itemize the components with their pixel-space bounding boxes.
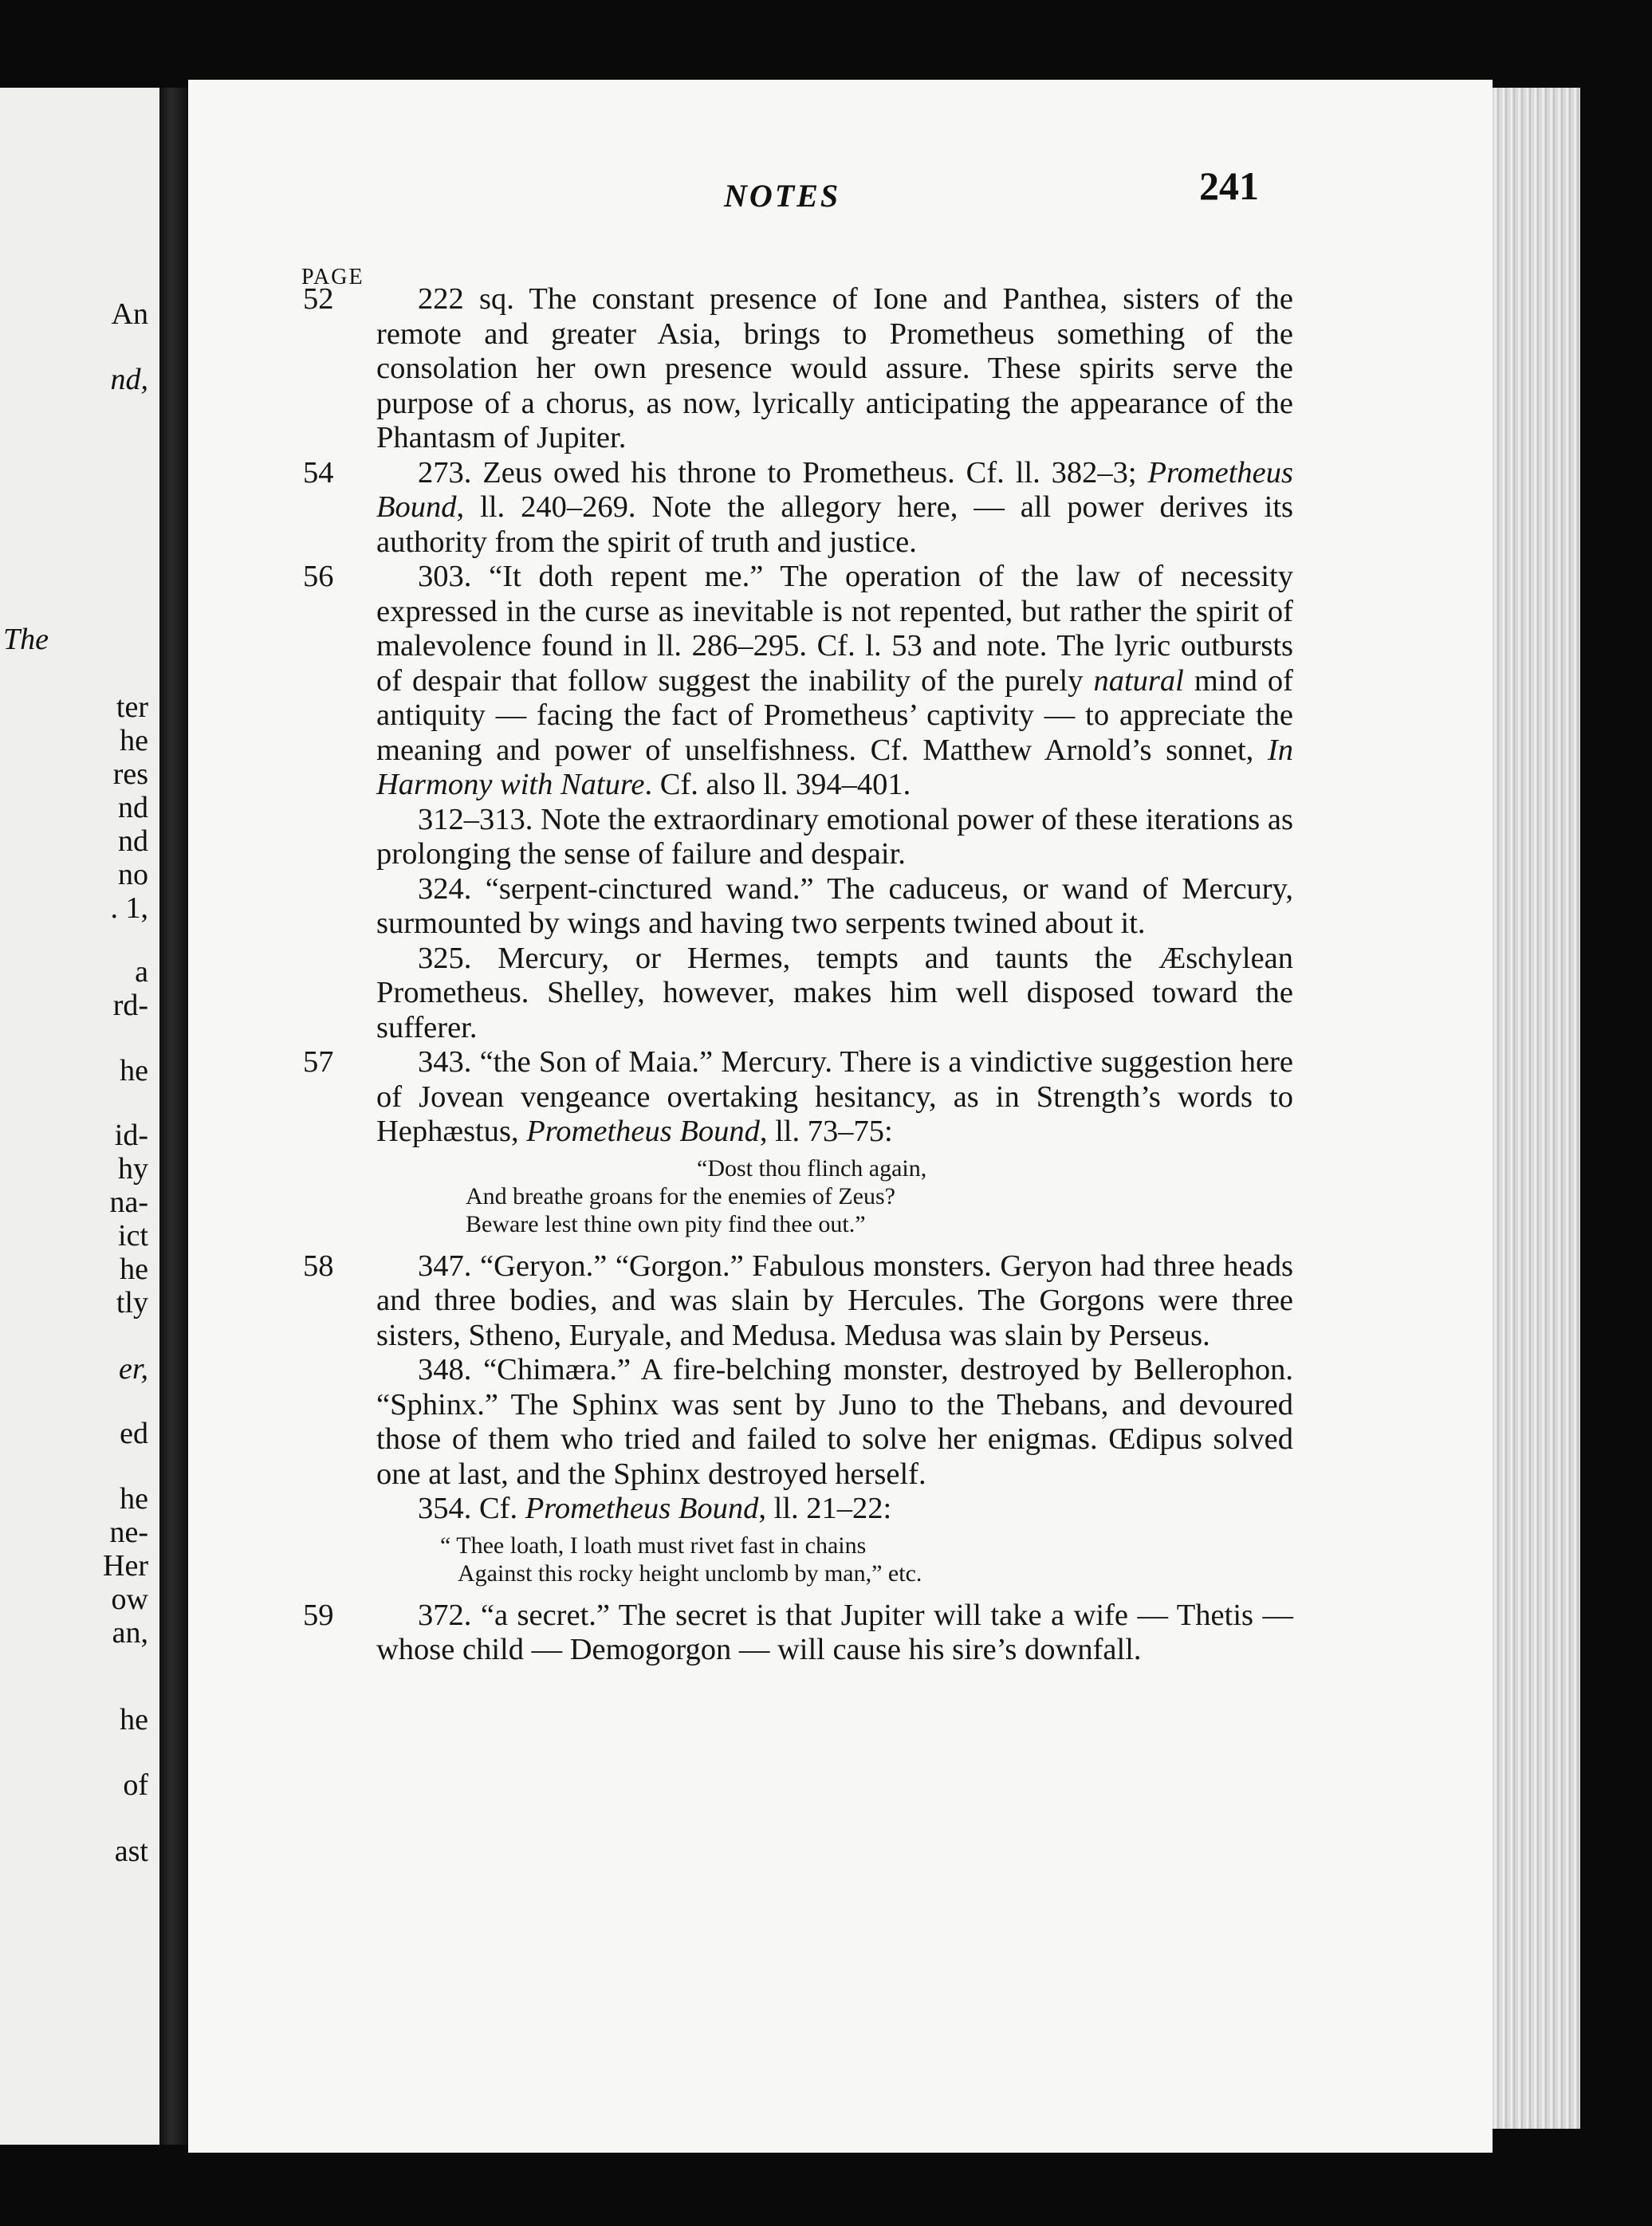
- left-page-fragment: a: [135, 955, 148, 989]
- left-page: [0, 88, 159, 2145]
- page-column-head: PAGE: [301, 265, 364, 289]
- note-343: [303, 1045, 1293, 1238]
- note-324: [376, 872, 1293, 942]
- note-347: [303, 1249, 1293, 1354]
- running-head: NOTES: [724, 178, 841, 214]
- note-text-part: , ll. 73–75:: [759, 1115, 893, 1148]
- page-ref: 59: [303, 1598, 334, 1632]
- note-text: [376, 560, 1293, 803]
- left-page-fragment: ict: [118, 1219, 148, 1253]
- page-ref: 54: [303, 455, 334, 490]
- left-page-fragment: ne-: [109, 1516, 148, 1549]
- note-text-part: . Cf. also ll. 394–401.: [644, 768, 911, 801]
- note-312: [376, 803, 1293, 872]
- note-text: [376, 1492, 1293, 1527]
- note-text: 372. “a secret.” The secret is that Jupiter will take a wife — Thetis — whose child — Demogorgon — will cause his sire’s downfall.: [376, 1598, 1293, 1666]
- page-ref: 56: [303, 560, 334, 593]
- work-title: Prometheus Bound: [525, 1492, 759, 1525]
- block-quote: [466, 1154, 1293, 1238]
- left-page-fragment: er,: [119, 1352, 148, 1386]
- page-number: 241: [1199, 163, 1259, 208]
- page-ref: 57: [303, 1045, 334, 1079]
- left-page-fragment: ow: [111, 1583, 148, 1616]
- note-text-part: 343. “the Son of Maia.” Mercury. There is a vindictive suggestion here of Jovean vengeance overtaking hesitancy, as in Strength’s words to Hephæstus,: [376, 1045, 1293, 1148]
- left-page-fragment: An: [111, 297, 148, 331]
- left-page-fragment: nd: [118, 824, 148, 858]
- left-page-fragment: tly: [116, 1286, 148, 1319]
- block-quote: [440, 1532, 1293, 1587]
- note-348: [376, 1353, 1293, 1492]
- note-text-part: 303. “It doth repent me.” The operation of the law of necessity expressed in the curse as inevitable is not repented, but rather the spirit of malevolence found in ll. 286–295. Cf. l. 53 and note. The lyric outbursts of despair that follow suggest the inability of the purely: [376, 560, 1293, 698]
- note-text-part: 273. Zeus owed his throne to Prometheus. Cf. ll. 382–3;: [418, 455, 1148, 490]
- left-page-fragment: nd,: [110, 363, 148, 396]
- left-page-fragment: he: [120, 1482, 148, 1516]
- note-372: [303, 1598, 1293, 1668]
- note-text-part: , ll. 21–22:: [758, 1492, 892, 1525]
- note-text-part: 354. Cf.: [418, 1492, 525, 1525]
- page-ref: 58: [303, 1249, 334, 1283]
- left-page-fragment: nd: [118, 791, 148, 824]
- left-page-fragment: na-: [109, 1186, 148, 1219]
- work-title: Prometheus Bound: [526, 1115, 760, 1148]
- note-273: [303, 455, 1293, 560]
- work-title: Prometheus Bound: [376, 455, 1293, 524]
- left-page-fragment: an,: [112, 1616, 148, 1650]
- quote-line: And breathe groans for the enemies of Zeus?: [466, 1182, 895, 1209]
- quote-line: “Dost thou flinch again,: [697, 1154, 927, 1182]
- book-spine: [159, 88, 188, 2145]
- left-page-fragment: of: [123, 1768, 148, 1802]
- quote-line: Beware lest thine own pity find thee out.”: [466, 1210, 866, 1237]
- left-page-fragment: id-: [114, 1119, 148, 1152]
- quote-line: Against this rocky height unclomb by man,” etc.: [458, 1559, 922, 1587]
- note-354: [376, 1492, 1293, 1587]
- note-text: [376, 456, 1293, 560]
- note-text: 312–313. Note the extraordinary emotional power of these iterations as prolonging the sense of failure and despair.: [376, 802, 1293, 871]
- left-page-fragment: . 1,: [110, 891, 148, 925]
- left-page-fragment: The: [3, 623, 49, 656]
- note-325: [376, 942, 1293, 1046]
- emphasis: natural: [1093, 663, 1184, 698]
- left-page-fragment: ast: [114, 1835, 148, 1868]
- left-page-fragment: he: [120, 724, 148, 757]
- left-page-fragment: Her: [103, 1549, 148, 1583]
- left-page-fragment: he: [120, 1253, 148, 1286]
- left-page-fragment: ed: [120, 1417, 148, 1450]
- left-page-fragment: he: [120, 1054, 148, 1087]
- note-303: [303, 560, 1294, 803]
- left-page-fragment: hy: [118, 1152, 148, 1186]
- note-text: 348. “Chimæra.” A fire-belching monster, destroyed by Bellerophon. “Sphinx.” The Sphinx was sent by Juno to the Thebans, and devoured those of them who tried and failed to solve her enigmas. Œdipus solved one at last, and the Sphinx destroyed herself.: [376, 1353, 1293, 1491]
- notes-body: [303, 282, 1294, 1668]
- left-page-fragment: he: [120, 1703, 148, 1736]
- note-222: [303, 282, 1293, 456]
- note-text: [376, 1045, 1293, 1150]
- note-text: 324. “serpent-cinctured wand.” The caduceus, or wand of Mercury, surmounted by wings and having two serpents twined about it.: [376, 871, 1293, 940]
- work-title: In Harmony with Nature: [376, 733, 1293, 801]
- note-text: 222 sq. The constant presence of Ione and Panthea, sisters of the remote and greater Asia, brings to Prometheus something of the consolation her own presence would assure. These spirits serve the purpose of a chorus, as now, lyrically anticipating the appearance of the Phantasm of Jupiter.: [376, 282, 1293, 454]
- page-ref: 52: [303, 282, 334, 316]
- quote-line: “ Thee loath, I loath must rivet fast in chains: [440, 1532, 867, 1559]
- note-text: 347. “Geryon.” “Gorgon.” Fabulous monsters. Geryon had three heads and three bodies, and was slain by Hercules. The Gorgons were three sisters, Stheno, Euryale, and Medusa. Medusa was slain by Perseus.: [376, 1249, 1293, 1352]
- left-page-fragment: no: [118, 858, 148, 891]
- page-edges: [1493, 88, 1580, 2129]
- left-page-fragment: rd-: [112, 989, 148, 1022]
- note-text: 325. Mercury, or Hermes, tempts and taunts the Æschylean Prometheus. Shelley, however, makes him well disposed toward the sufferer.: [376, 941, 1293, 1044]
- left-page-fragment: ter: [116, 690, 148, 724]
- note-text-part: , ll. 240–269. Note the allegory here, — all power derives its authority from the spirit of truth and justice.: [376, 490, 1293, 559]
- note-text-part: mind of antiquity — facing the fact of Prometheus’ captivity — to appreciate the meaning and power of unselfishness. Cf. Matthew Arnold’s sonnet,: [376, 663, 1294, 767]
- left-page-fragment: res: [112, 757, 148, 791]
